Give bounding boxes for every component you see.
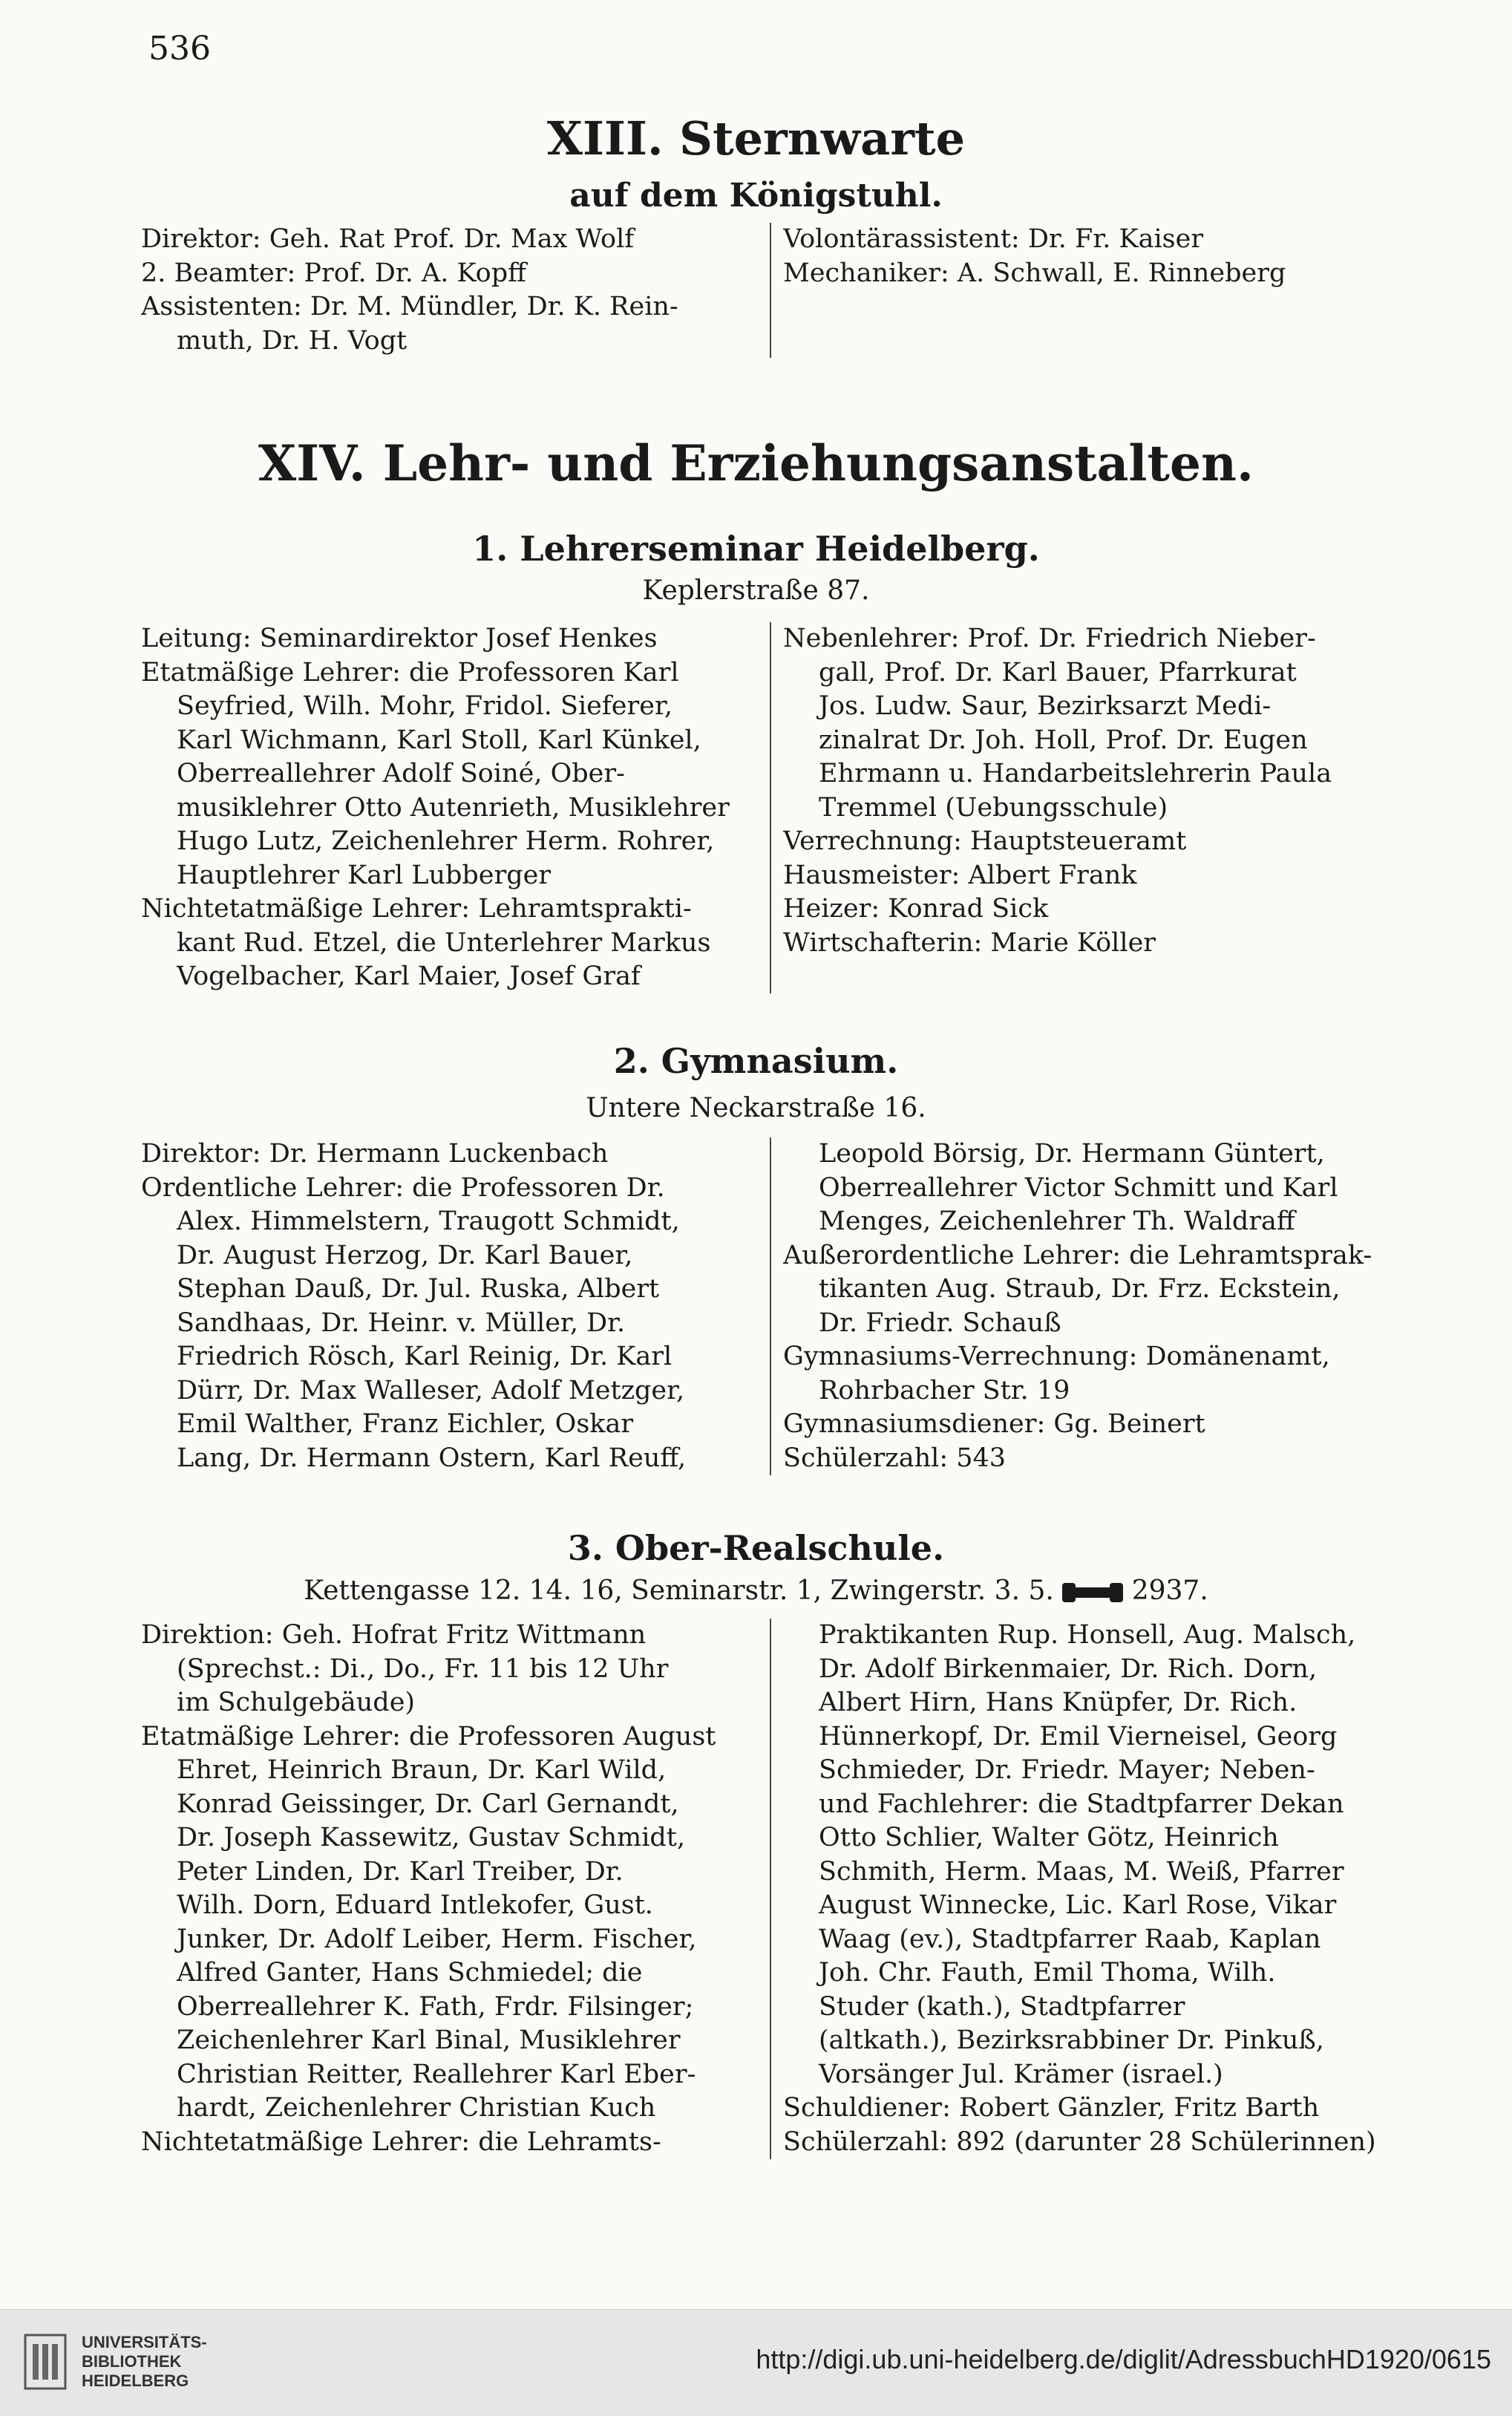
oberrealschule-address: Kettengasse 12. 14. 16, Seminarstr. 1, Zwingerstr. 3. 5. — [304, 1576, 1054, 1606]
entry-line: (Sprechst.: Di., Do., Fr. 11 bis 12 Uhr — [177, 1653, 669, 1684]
section-13-subtitle: auf dem Königstuhl. — [569, 177, 943, 215]
entry-line: Hugo Lutz, Zeichenlehrer Herm. Rohrer, — [177, 826, 715, 856]
entry-line: Nichtetatmäßige Lehrer: Lehramtsprakti- — [141, 894, 692, 924]
entry-line: Nichtetatmäßige Lehrer: die Lehramts- — [141, 2126, 661, 2157]
lehrerseminar-right-column — [783, 622, 1407, 960]
section-13-right-column — [783, 223, 1407, 290]
entry-line: Zeichenlehrer Karl Binal, Musiklehrer — [177, 2025, 681, 2055]
library-name-line: HEIDELBERG — [82, 2371, 189, 2390]
entry-line: Vorsänger Jul. Krämer (israel.) — [819, 2059, 1223, 2089]
gymnasium-right-column — [783, 1137, 1407, 1475]
entry-line: Tremmel (Uebungsschule) — [819, 792, 1168, 823]
lehrerseminar-heading: 1. Lehrerseminar Heidelberg. — [472, 529, 1040, 569]
entry-line: Nebenlehrer: Prof. Dr. Friedrich Nieber- — [783, 624, 1316, 653]
entry-line: hardt, Zeichenlehrer Christian Kuch — [177, 2093, 656, 2123]
gymnasium-left-column — [141, 1137, 765, 1475]
oberrealschule-right-column — [783, 1619, 1407, 2159]
entry-line: Gymnasiumsdiener: Gg. Beinert — [783, 1409, 1205, 1439]
library-name — [82, 2333, 207, 2391]
entry-line: Ordentliche Lehrer: die Professoren Dr. — [141, 1172, 665, 1203]
entry-line: Lang, Dr. Hermann Ostern, Karl Reuff, — [177, 1443, 687, 1473]
entry-line: Vogelbacher, Karl Maier, Josef Graf — [177, 961, 641, 991]
entry-line: Konrad Geissinger, Dr. Carl Gernandt, — [177, 1789, 679, 1819]
entry-line: Ehrmann u. Handarbeitslehrerin Paula — [819, 759, 1332, 789]
entry-line: Junker, Dr. Adolf Leiber, Herm. Fischer, — [177, 1924, 697, 1954]
entry-line: Studer (kath.), Stadtpfarrer — [819, 1991, 1185, 2022]
entry-line: Joh. Chr. Fauth, Emil Thoma, Wilh. — [819, 1958, 1276, 1988]
library-name-line: BIBLIOTHEK — [82, 2352, 182, 2371]
entry-line: musiklehrer Otto Autenrieth, Musiklehrer — [177, 792, 730, 823]
entry-line: Hauptlehrer Karl Lubberger — [177, 860, 552, 890]
page-number: 536 — [148, 30, 211, 68]
entry-line: August Winnecke, Lic. Karl Rose, Vikar — [819, 1890, 1337, 1920]
entry-line: Dürr, Dr. Max Walleser, Adolf Metzger, — [177, 1375, 685, 1405]
entry-line: Hünnerkopf, Dr. Emil Vierneisel, Georg — [819, 1721, 1338, 1751]
entry-line: Schuldiener: Robert Gänzler, Fritz Barth — [783, 2093, 1320, 2123]
entry-line: Dr. Joseph Kassewitz, Gustav Schmidt, — [177, 1823, 685, 1852]
gymnasium-heading: 2. Gymnasium. — [613, 1041, 899, 1081]
entry-line: im Schulgebäude) — [177, 1688, 416, 1717]
entry-line: Mechaniker: A. Schwall, E. Rinneberg — [783, 258, 1286, 288]
entry-line: Menges, Zeichenlehrer Th. Waldraff — [819, 1207, 1295, 1236]
entry-line: Leitung: Seminardirektor Josef Henkes — [141, 624, 658, 653]
entry-line: Emil Walther, Franz Eichler, Oskar — [177, 1409, 634, 1439]
entry-line: muth, Dr. H. Vogt — [177, 325, 408, 356]
entry-line: Schmieder, Dr. Friedr. Mayer; Neben- — [819, 1755, 1315, 1785]
library-seal-icon — [22, 2332, 68, 2391]
entry-line: Christian Reitter, Reallehrer Karl Eber- — [177, 2059, 696, 2089]
entry-line: Alex. Himmelstern, Traugott Schmidt, — [177, 1207, 680, 1236]
section-13-left-column — [141, 223, 765, 358]
entry-line: (altkath.), Bezirksrabbiner Dr. Pinkuß, — [819, 2025, 1324, 2055]
telephone-icon — [1062, 1580, 1123, 1605]
entry-line: Außerordentliche Lehrer: die Lehramtsprak- — [783, 1240, 1372, 1270]
entry-line: Direktor: Geh. Rat Prof. Dr. Max Wolf — [141, 224, 635, 254]
entry-line: Verrechnung: Hauptsteueramt — [783, 826, 1187, 856]
entry-line: Albert Hirn, Hans Knüpfer, Dr. Rich. — [819, 1688, 1297, 1717]
entry-line: Ehret, Heinrich Braun, Dr. Karl Wild, — [177, 1755, 667, 1785]
lehrerseminar-left-column — [141, 622, 765, 994]
entry-line: Dr. Adolf Birkenmaier, Dr. Rich. Dorn, — [819, 1653, 1318, 1684]
entry-line: Waag (ev.), Stadtpfarrer Raab, Kaplan — [819, 1924, 1321, 1954]
telephone-number: 2937. — [1131, 1576, 1208, 1606]
entry-line: kant Rud. Etzel, die Unterlehrer Markus — [177, 927, 711, 958]
library-logo — [22, 2332, 207, 2391]
entry-line: Etatmäßige Lehrer: die Professoren August — [141, 1721, 716, 1751]
entry-line: zinalrat Dr. Joh. Holl, Prof. Dr. Eugen — [819, 725, 1308, 755]
entry-line: Dr. August Herzog, Dr. Karl Bauer, — [177, 1240, 633, 1270]
entry-line: Peter Linden, Dr. Karl Treiber, Dr. — [177, 1856, 624, 1887]
entry-line: 2. Beamter: Prof. Dr. A. Kopff — [141, 258, 527, 288]
gymnasium-address: Untere Neckarstraße 16. — [586, 1093, 926, 1123]
digitization-footer — [0, 2309, 1512, 2416]
entry-line: Rohrbacher Str. 19 — [819, 1375, 1070, 1405]
oberrealschule-heading: 3. Ober-Realschule. — [567, 1528, 945, 1568]
entry-line: gall, Prof. Dr. Karl Bauer, Pfarrkurat — [819, 657, 1297, 688]
entry-line: Volontärassistent: Dr. Fr. Kaiser — [783, 224, 1204, 254]
entry-line: Gymnasiums-Verrechnung: Domänenamt, — [783, 1342, 1330, 1371]
entry-line: Alfred Ganter, Hans Schmiedel; die — [177, 1958, 643, 1988]
entry-line: Seyfried, Wilh. Mohr, Fridol. Sieferer, — [177, 691, 672, 721]
oberrealschule-left-column — [141, 1619, 765, 2159]
entry-line: Sandhaas, Dr. Heinr. v. Müller, Dr. — [177, 1307, 626, 1338]
entry-line: Schülerzahl: 543 — [783, 1443, 1007, 1473]
entry-line: Schmith, Herm. Maas, M. Weiß, Pfarrer — [819, 1856, 1344, 1887]
entry-line: Oberreallehrer Adolf Soiné, Ober- — [177, 759, 625, 789]
entry-line: und Fachlehrer: die Stadtpfarrer Dekan — [819, 1789, 1344, 1819]
entry-line: Oberreallehrer Victor Schmitt und Karl — [819, 1172, 1338, 1203]
column-divider — [770, 1619, 771, 2159]
entry-line: Direktor: Dr. Hermann Luckenbach — [141, 1139, 609, 1169]
entry-line: tikanten Aug. Straub, Dr. Frz. Eckstein, — [819, 1274, 1341, 1304]
column-divider — [770, 223, 771, 358]
library-name-line: UNIVERSITÄTS- — [82, 2333, 207, 2351]
entry-line: Assistenten: Dr. M. Mündler, Dr. K. Rein- — [141, 292, 678, 321]
entry-line: Wirtschafterin: Marie Köller — [783, 927, 1156, 958]
entry-line: Karl Wichmann, Karl Stoll, Karl Künkel, — [177, 725, 701, 755]
entry-line: Otto Schlier, Walter Götz, Heinrich — [819, 1823, 1279, 1852]
entry-line: Heizer: Konrad Sick — [783, 894, 1049, 924]
entry-line: Etatmäßige Lehrer: die Professoren Karl — [141, 657, 679, 688]
entry-line: Dr. Friedr. Schauß — [819, 1307, 1061, 1338]
lehrerseminar-address: Keplerstraße 87. — [642, 575, 870, 606]
entry-line: Praktikanten Rup. Honsell, Aug. Malsch, — [819, 1620, 1356, 1650]
entry-line: Schülerzahl: 892 (darunter 28 Schülerinnen) — [783, 2126, 1376, 2157]
entry-line: Oberreallehrer K. Fath, Frdr. Filsinger; — [177, 1991, 694, 2022]
column-divider — [770, 1137, 771, 1475]
section-14-title: XIV. Lehr- und Erziehungsanstalten. — [258, 434, 1254, 492]
entry-line: Direktion: Geh. Hofrat Fritz Wittmann — [141, 1620, 647, 1650]
source-url-link[interactable]: http://digi.ub.uni-heidelberg.de/diglit/AdressbuchHD1920/0615 — [756, 2344, 1491, 2374]
entry-line: Friedrich Rösch, Karl Reinig, Dr. Karl — [177, 1342, 672, 1371]
column-divider — [770, 622, 771, 993]
entry-line: Wilh. Dorn, Eduard Intlekofer, Gust. — [177, 1890, 653, 1920]
oberrealschule-address-line — [0, 1576, 1512, 1606]
entry-line: Jos. Ludw. Saur, Bezirksarzt Medi- — [819, 691, 1272, 721]
entry-line: Leopold Börsig, Dr. Hermann Güntert, — [819, 1139, 1325, 1169]
entry-line: Hausmeister: Albert Frank — [783, 860, 1137, 890]
entry-line: Stephan Dauß, Dr. Jul. Ruska, Albert — [177, 1274, 660, 1304]
section-13-title: XIII. Sternwarte — [546, 111, 966, 166]
